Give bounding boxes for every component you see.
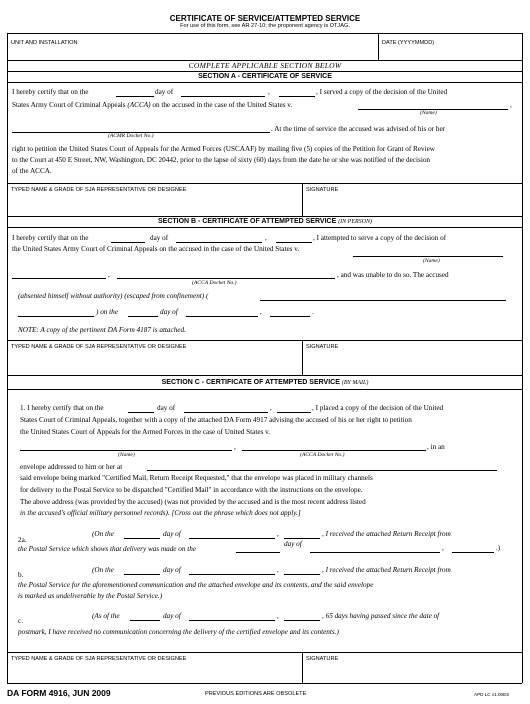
section-a-typed-name-field[interactable] (9, 195, 299, 214)
item-b-line1-end: , I received the attached Return Receipt from (322, 566, 451, 574)
item-b-line3: is marked as undeliverable by the Postal Service.) (18, 592, 163, 600)
section-c-name-field[interactable] (20, 450, 232, 451)
item-c-month-field[interactable] (189, 620, 275, 621)
day-of-text: day of (163, 612, 181, 620)
section-c-signature-label: SIGNATURE (306, 656, 339, 662)
item-b-line1: (On the (92, 566, 114, 574)
item-c-label: c. (18, 617, 23, 625)
section-b-day2-field[interactable] (128, 316, 158, 317)
divider (7, 389, 522, 390)
unit-installation-label: UNIT AND INSTALLATION (11, 40, 78, 46)
section-b-day-field[interactable] (111, 242, 145, 243)
section-c-title: SECTION C - CERTIFICATE OF ATTEMPTED SERVICE (BY MAIL) (161, 379, 369, 386)
item-b-label: b. (18, 571, 24, 579)
section-a-line2: States Army Court of Criminal Appeals (ACCA) on the accused in the case of the United States v. (12, 101, 293, 109)
day-of-text: day of (163, 530, 181, 538)
section-b-line1-end: , I attempted to serve a copy of the decision of (313, 234, 447, 242)
form-right-border (522, 33, 523, 683)
section-c-line8: The above address (was provided by the accused) (was not provided by the accused and is the most recent address listed (20, 498, 366, 506)
form-subtitle: For use of this form, see AR 27-10; the proponent agency is OTJAG. (180, 23, 350, 29)
section-b-docket-field[interactable] (117, 278, 335, 279)
unit-installation-field[interactable] (9, 48, 375, 59)
item-2a-month-field[interactable] (189, 538, 275, 539)
section-b-signature-field[interactable] (305, 352, 519, 373)
item-2a-line1-end: , I received the attached Return Receipt from (322, 530, 451, 538)
section-b-line4: (absented himself without authority) (escaped from confinement) ( (18, 292, 209, 300)
item-c-year-field[interactable] (284, 620, 320, 621)
divider (7, 340, 522, 341)
divider (7, 183, 522, 184)
section-c-line2: States Court of Criminal Appeals, together with a copy of the attached DA Form 4917 advising the accused of his or her right to petition (20, 416, 412, 424)
day-of-text: day of (284, 540, 302, 548)
item-c-day-field[interactable] (130, 620, 160, 621)
item-b-day-field[interactable] (124, 574, 160, 575)
divider (7, 71, 522, 72)
section-a-para3: of the ACCA. (12, 167, 52, 175)
divider (7, 375, 522, 376)
divider (7, 216, 522, 217)
name-caption: (Name) (420, 110, 437, 116)
on-the-text: ) on the (96, 308, 118, 316)
section-c-typed-name-field[interactable] (9, 664, 299, 682)
section-b-note: NOTE: A copy of the pertinent DA Form 4187 is attached. (18, 326, 186, 334)
section-b-signature-label: SIGNATURE (306, 344, 339, 350)
section-b-year-field[interactable] (276, 242, 312, 243)
date-divider (378, 33, 379, 60)
section-b-year2-field[interactable] (270, 316, 310, 317)
item-2a-label: 2a. (18, 536, 27, 544)
section-b-line3-end: , and was unable to do so. The accused (337, 271, 449, 279)
section-c-line5: envelope addressed to him or her at (20, 463, 123, 471)
comma: , (268, 88, 270, 96)
section-a-year-field[interactable] (279, 96, 315, 97)
section-a-day-field[interactable] (116, 96, 154, 97)
signature-divider (302, 340, 303, 375)
section-a-para1: right to petition the United States Court of Appeals for the Armed Forces (USCAAF) by mailing five (5) copies of the Petition for Grant of Review (12, 145, 435, 153)
docket-caption: (ACCA Docket No.) (192, 280, 237, 286)
comma: , (265, 234, 267, 242)
section-c-year-field[interactable] (277, 412, 311, 413)
section-a-title: SECTION A - CERTIFICATE OF SERVICE (198, 73, 332, 80)
name-caption: (Name) (118, 452, 135, 458)
section-b-typed-name-field[interactable] (9, 352, 299, 373)
section-a-signature-label: SIGNATURE (306, 187, 339, 193)
section-b-line1: I hereby certify that on the (12, 234, 89, 242)
section-a-typed-name-label: TYPED NAME & GRADE OF SJA REPRESENTATIVE OR DESIGNEE (11, 187, 187, 193)
item-c-line1: (As of the (92, 612, 120, 620)
section-c-line7: for delivery to the Postal Service to be dispatched "Certified Mail" in accordance with the instructions on the envelope. (20, 486, 363, 494)
section-c-line3: the United States Court of Appeals for the Armed Forces in the case of United States v. (20, 428, 271, 436)
item-2a-delivery-year-field[interactable] (452, 552, 494, 553)
comma: , (234, 443, 236, 451)
section-a-line3: . At the time of service the accused was advised of his or her (271, 125, 446, 133)
complete-section-note: COMPLETE APPLICABLE SECTION BELOW (188, 61, 342, 70)
section-b-title: SECTION B - CERTIFICATE OF ATTEMPTED SERVICE (IN PERSON) (157, 218, 373, 225)
divider (7, 227, 522, 228)
comma: , (277, 530, 279, 538)
section-b-name-field[interactable] (353, 256, 503, 257)
comma: , (442, 544, 444, 552)
section-a-line1: I hereby certify that on the (12, 88, 89, 96)
item-2a-delivery-day-field[interactable] (236, 552, 280, 553)
signature-divider (302, 652, 303, 683)
section-c-line9: in the accused's official military personnel records). [Cross out the phrase which does not apply.] (20, 509, 301, 517)
day-of-text: day of (160, 308, 178, 316)
section-c-line1: 1. I hereby certify that on the (20, 404, 104, 412)
section-b-month-field[interactable] (176, 242, 262, 243)
item-c-line2: postmark, I have received no communication concerning the delivery of the certified envelope and its contents.) (18, 628, 339, 636)
docket-caption: (ACCA Docket No.) (300, 452, 345, 458)
item-b-month-field[interactable] (189, 574, 275, 575)
in-an-text: , in an (427, 443, 445, 451)
close-paren: .) (496, 544, 501, 552)
item-b-line2: the Postal Service for the aforementioned communication and the attached envelope and its contents, and the said envelope (18, 581, 374, 589)
comma: , (510, 101, 512, 109)
section-b-line2: the United States Army Court of Criminal Appeals on the accused in the case of the United States v. (12, 245, 300, 253)
day-of-text: day of (163, 566, 181, 574)
item-2a-year-field[interactable] (284, 538, 320, 539)
section-c-address-field[interactable] (147, 470, 497, 471)
form-left-border (7, 33, 8, 683)
comma: , (277, 566, 279, 574)
section-c-month-field[interactable] (184, 412, 268, 413)
divider (7, 652, 522, 653)
day-of-text: day of (155, 88, 174, 96)
divider (7, 82, 522, 83)
section-c-line1-end: , I placed a copy of the decision of the United (312, 404, 444, 412)
section-b-date-field[interactable] (18, 316, 94, 317)
form-number: DA FORM 4916, JUN 2009 (7, 688, 111, 698)
date-field[interactable] (381, 48, 519, 59)
section-b-typed-name-label: TYPED NAME & GRADE OF SJA REPRESENTATIVE OR DESIGNEE (11, 344, 187, 350)
section-b-reason-field[interactable] (260, 300, 506, 301)
comma: , (277, 612, 279, 620)
section-a-line1-end: , I served a copy of the decision of the United (316, 88, 448, 96)
section-c-signature-field[interactable] (305, 664, 519, 682)
name-caption: (Name) (423, 258, 440, 264)
section-c-day-field[interactable] (128, 412, 154, 413)
signature-divider (302, 183, 303, 216)
section-a-para2: to the Court at 450 E Street, NW, Washington, DC 20442, prior to the lapse of sixty (60) days from the date he or she was notified of the decision (12, 156, 431, 164)
item-2a-line3: the Postal Service which shows that delivery was made on the (18, 545, 197, 553)
section-b-month2-field[interactable] (186, 316, 258, 317)
item-2a-day-field[interactable] (124, 538, 160, 539)
date-label: DATE (YYYYMMDD) (382, 40, 435, 46)
form-top-border (7, 33, 522, 34)
item-2a-delivery-month-field[interactable] (310, 552, 440, 553)
period: . (312, 308, 314, 316)
comma: , (260, 308, 262, 316)
day-of-text: day of (150, 234, 169, 242)
comma: , (108, 271, 110, 279)
item-2a-line1: (On the (92, 530, 114, 538)
previous-editions-note: PREVIOUS EDITIONS ARE OBSOLETE (205, 691, 307, 697)
item-b-year-field[interactable] (284, 574, 320, 575)
form-title: CERTIFICATE OF SERVICE/ATTEMPTED SERVICE (169, 14, 361, 23)
comma: , (270, 404, 272, 412)
section-a-signature-field[interactable] (305, 195, 519, 214)
section-c-docket-field[interactable] (242, 450, 426, 451)
form-bottom-border (7, 683, 522, 684)
form-version: APD LC v1.00ES (474, 692, 510, 697)
section-a-month-field[interactable] (181, 96, 265, 97)
item-c-line1-end: , 65 days having passed since the date of (322, 612, 440, 620)
day-of-text: day of (157, 404, 176, 412)
section-b-field-a[interactable] (12, 278, 106, 279)
section-c-typed-name-label: TYPED NAME & GRADE OF SJA REPRESENTATIVE OR DESIGNEE (11, 656, 187, 662)
section-c-line6: said envelope being marked "Certified Mail, Return Receipt Requested," that the envelope was placed in military channels (20, 474, 373, 482)
docket-caption: (ACMR Docket No.) (108, 133, 154, 139)
